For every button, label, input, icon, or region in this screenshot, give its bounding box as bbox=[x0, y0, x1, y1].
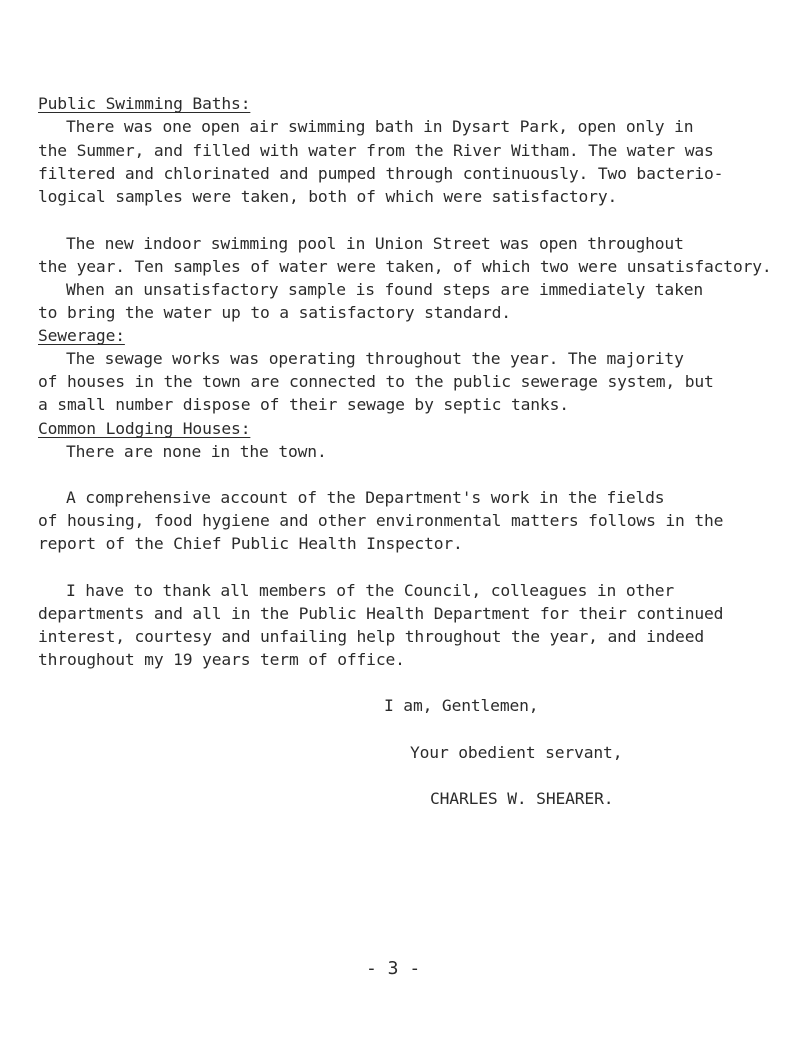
paragraph-line: a small number dispose of their sewage by septic tanks. bbox=[38, 395, 569, 414]
paragraph-line: The new indoor swimming pool in Union Street was open throughout bbox=[66, 234, 684, 253]
signature-name: CHARLES W. SHEARER. bbox=[430, 789, 614, 808]
paragraph-line: the Summer, and filled with water from the River Witham. The water was bbox=[38, 141, 714, 160]
paragraph-line: to bring the water up to a satisfactory standard. bbox=[38, 303, 511, 322]
paragraph-line: When an unsatisfactory sample is found steps are immediately taken bbox=[66, 280, 704, 299]
paragraph-line: There was one open air swimming bath in Dysart Park, open only in bbox=[66, 117, 694, 136]
paragraph-line: A comprehensive account of the Department's work in the fields bbox=[66, 488, 665, 507]
paragraph-line: report of the Chief Public Health Inspector. bbox=[38, 534, 463, 553]
paragraph-line: throughout my 19 years term of office. bbox=[38, 650, 405, 669]
paragraph-line: departments and all in the Public Health Department for their continued bbox=[38, 604, 724, 623]
paragraph-line: the year. Ten samples of water were taken, of which two were unsatisfactory. bbox=[38, 257, 772, 276]
paragraph-line: I have to thank all members of the Council, colleagues in other bbox=[66, 581, 675, 600]
paragraph-line: filtered and chlorinated and pumped through continuously. Two bacterio- bbox=[38, 164, 724, 183]
closing-valediction: Your obedient servant, bbox=[410, 743, 623, 762]
section-heading-lodging-houses: Common Lodging Houses: bbox=[38, 419, 251, 438]
closing-salutation: I am, Gentlemen, bbox=[384, 696, 539, 715]
page-number: - 3 - bbox=[366, 958, 421, 979]
section-heading-sewerage: Sewerage: bbox=[38, 326, 125, 345]
paragraph-line: logical samples were taken, both of which were satisfactory. bbox=[38, 187, 618, 206]
paragraph-line: There are none in the town. bbox=[66, 442, 327, 461]
section-heading-swimming-baths: Public Swimming Baths: bbox=[38, 94, 251, 113]
paragraph-line: The sewage works was operating throughout the year. The majority bbox=[66, 349, 684, 368]
paragraph-line: of houses in the town are connected to the public sewerage system, but bbox=[38, 372, 714, 391]
paragraph-line: interest, courtesy and unfailing help throughout the year, and indeed bbox=[38, 627, 704, 646]
paragraph-line: of housing, food hygiene and other environmental matters follows in the bbox=[38, 511, 724, 530]
